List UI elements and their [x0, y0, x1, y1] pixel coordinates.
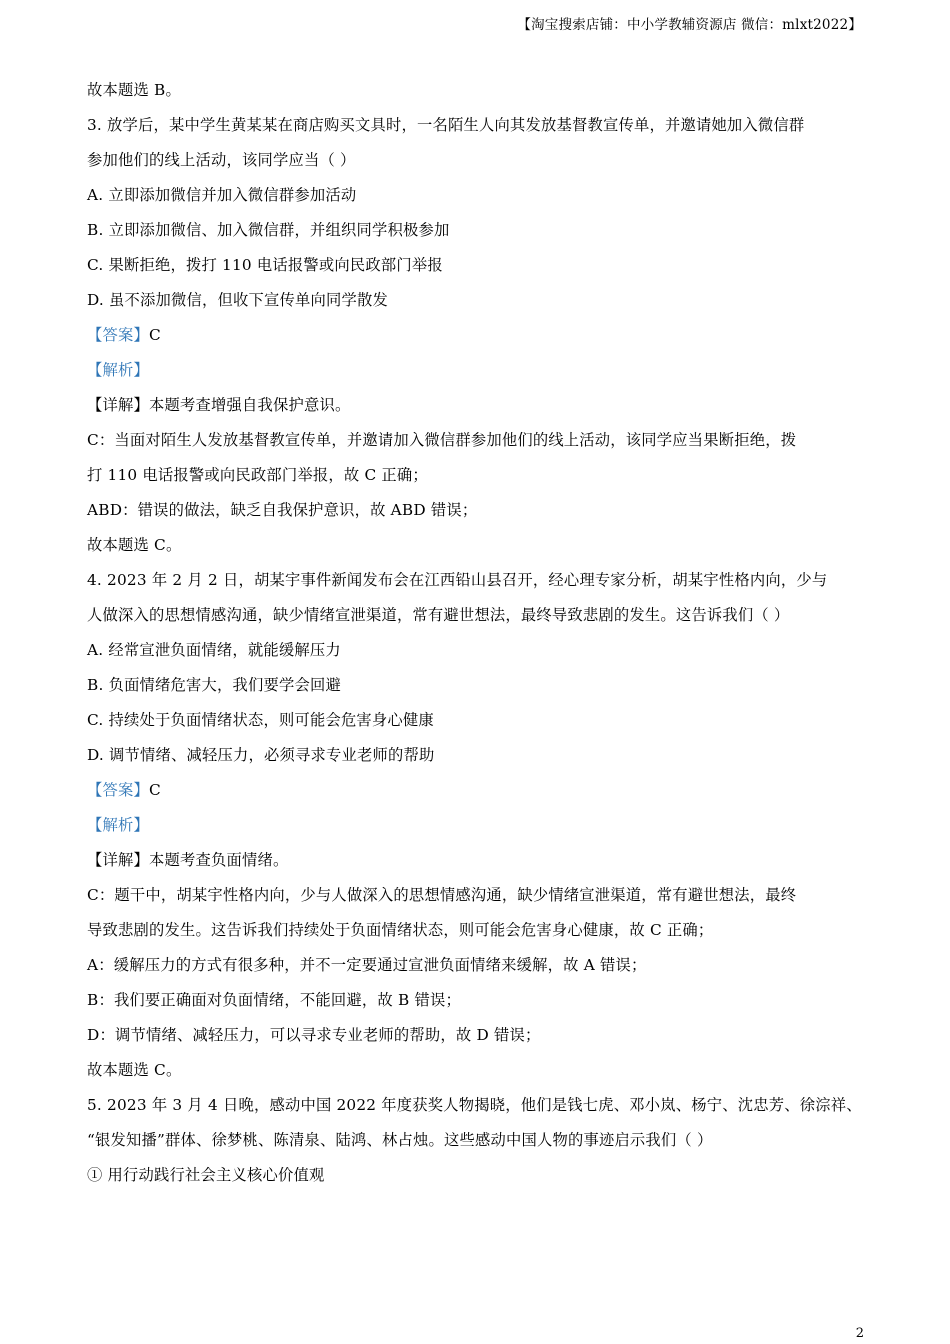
conclusion-text: 故本题选 B。 [87, 81, 181, 99]
question-3-answer [87, 322, 882, 357]
question-3-option-d: D. 虽不添加微信，但收下宣传单向同学散发 [87, 291, 388, 309]
question-5-stem-cont: “银发知播”群体、徐梦桃、陈清泉、陆鸿、林占烛。这些感动中国人物的事迹启示我们（ ） [87, 1131, 713, 1149]
question-4-option-a: A. 经常宣泄负面情绪，就能缓解压力 [87, 641, 341, 659]
answer-value: C [149, 781, 161, 799]
question-3-stem-cont: 参加他们的线上活动，该同学应当（ ） [87, 151, 356, 169]
question-4-conclusion: 故本题选 C。 [87, 1061, 182, 1079]
answer-value: C [149, 326, 161, 344]
question-5-item-1: ① 用行动践行社会主义核心价值观 [87, 1166, 325, 1184]
question-3-explanation-abd: ABD：错误的做法，缺乏自我保护意识，故 ABD 错误； [87, 501, 478, 519]
question-3-explanation-c: C：当面对陌生人发放基督教宣传单，并邀请加入微信群参加他们的线上活动，该同学应当果断拒绝，拨 [87, 431, 797, 449]
question-4-explanation-c-cont: 导致悲剧的发生。这告诉我们持续处于负面情绪状态，则可能会危害身心健康，故 C 正确； [87, 921, 714, 939]
question-3-analysis-label: 【解析】 [87, 361, 149, 379]
question-4-stem: 4. 2023 年 2 月 2 日，胡某宇事件新闻发布会在江西铅山县召开，经心理专家分析，胡某宇性格内向，少与 [87, 571, 828, 589]
question-3-detail: 【详解】本题考查增强自我保护意识。 [87, 396, 351, 414]
question-3-explanation-c-cont: 打 110 电话报警或向民政部门举报，故 C 正确； [87, 466, 428, 484]
question-3-option-a: A. 立即添加微信并加入微信群参加活动 [87, 186, 357, 204]
question-4-explanation-d: D：调节情绪、减轻压力，可以寻求专业老师的帮助，故 D 错误； [87, 1026, 541, 1044]
question-4-stem-cont: 人做深入的思想情感沟通，缺少情绪宣泄渠道，常有避世想法，最终导致悲剧的发生。这告诉我们（ ） [87, 606, 790, 624]
question-3-option-b: B. 立即添加微信、加入微信群，并组织同学积极参加 [87, 221, 450, 239]
question-4-option-c: C. 持续处于负面情绪状态，则可能会危害身心健康 [87, 711, 434, 729]
question-3-option-c: C. 果断拒绝，拨打 110 电话报警或向民政部门举报 [87, 256, 443, 274]
page-header: 【淘宝搜索店铺：中小学教辅资源店 微信：mlxt2022】 [517, 17, 862, 33]
question-4-analysis-label: 【解析】 [87, 816, 149, 834]
question-4-detail: 【详解】本题考查负面情绪。 [87, 851, 289, 869]
question-3-stem: 3. 放学后，某中学生黄某某在商店购买文具时，一名陌生人向其发放基督教宣传单，并邀请她加入微信群 [87, 116, 805, 134]
question-4-explanation-c: C：题干中，胡某宇性格内向，少与人做深入的思想情感沟通，缺少情绪宣泄渠道，常有避世想法，最终 [87, 886, 797, 904]
question-5-stem: 5. 2023 年 3 月 4 日晚，感动中国 2022 年度获奖人物揭晓，他们是钱七虎、邓小岚、杨宁、沈忠芳、徐淙祥、 [87, 1096, 862, 1114]
question-4-explanation-a: A：缓解压力的方式有很多种，并不一定要通过宣泄负面情绪来缓解，故 A 错误； [87, 956, 647, 974]
question-4-option-d: D. 调节情绪、减轻压力，必须寻求专业老师的帮助 [87, 746, 435, 764]
document-body [87, 77, 882, 1197]
question-3-conclusion: 故本题选 C。 [87, 536, 182, 554]
answer-label: 【答案】 [87, 326, 149, 344]
question-4-answer [87, 777, 882, 812]
answer-label: 【答案】 [87, 781, 149, 799]
question-4-option-b: B. 负面情绪危害大，我们要学会回避 [87, 676, 342, 694]
page-number: 2 [855, 1326, 864, 1341]
question-4-explanation-b: B：我们要正确面对负面情绪，不能回避，故 B 错误； [87, 991, 461, 1009]
